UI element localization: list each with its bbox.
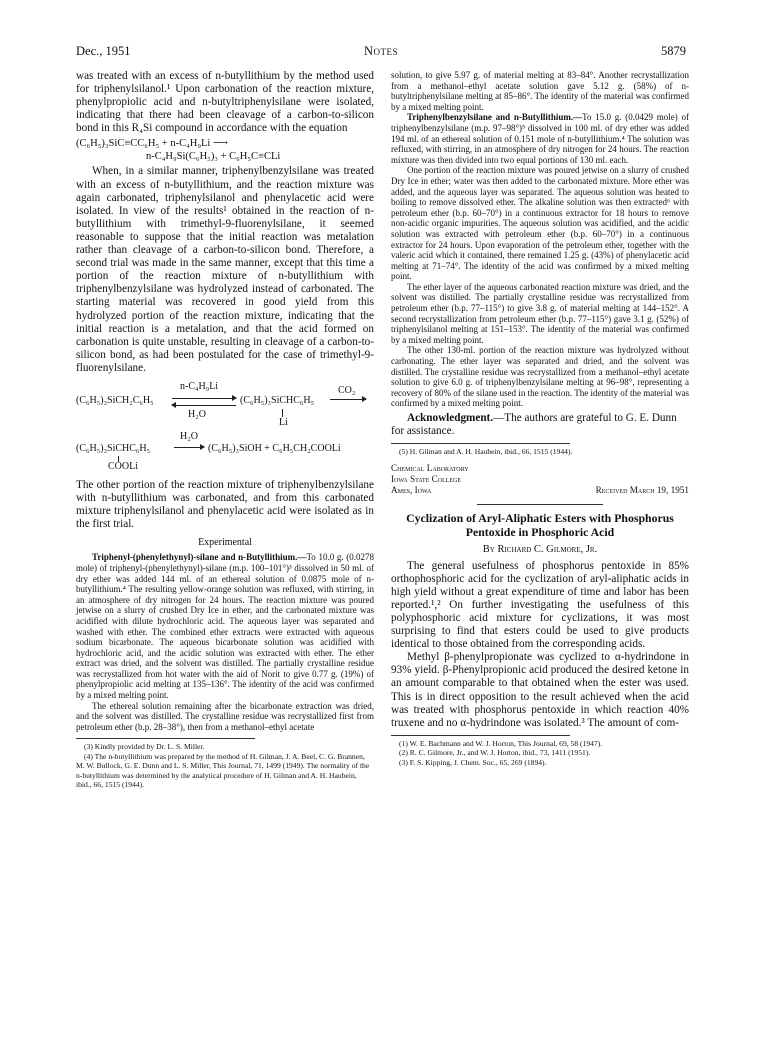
footnotes-article (391, 739, 689, 767)
scheme-start-material: (C₆H₅)₃SiCH₂C₆H₅ (76, 394, 154, 406)
right-subhead-2: Triphenylbenzylsilane and n-Butyllithium.— (407, 112, 583, 123)
scheme-reagent-water-2: H₂O (180, 430, 198, 442)
scheme-arrow-hydrolysis (174, 447, 204, 448)
received-date: Received March 19, 1951 (595, 484, 689, 495)
experimental-paragraph-2: The ethereal solution remaining after the bicarbonate extraction was dried, and the solvent was distilled. The crystalline residue was recrystallized first from petroleum ether (b.p. 28–38°), then from a methanol–ethyl acetate (76, 700, 374, 732)
right-paragraph-4: The ether layer of the aqueous carbonated reaction mixture was dried, and the solvent was distilled. The partially crystalline residue was recrystallized from petroleum ether (b.p. 77–115°) to give 3.8 g. of material melting at 144–152°. A second recrystallization from petroleum ether (b.p. 77–115°) gave 3.1 g. (52%) of triphenylsilanol melting at 151–153°. The identity of the material was confirmed by a mixed melting point. (391, 281, 689, 345)
scheme-products: (C₆H₅)₃SiOH + C₆H₅CH₂COOLi (208, 442, 341, 454)
scheme-li-label: Li (279, 416, 288, 428)
address-line-1: Chemical Laboratory (391, 462, 469, 473)
footnote-divider (76, 738, 255, 739)
paragraph-second-trial: The other portion of the reaction mixture of triphenylbenzylsilane with n-butyllithium was carbonated, and from this carbonated mixture triphenylsilanol and phenylacetic acid were isolated as in the first trial. (76, 478, 374, 531)
running-header (76, 44, 686, 60)
right-paragraph-2 (391, 112, 689, 165)
footnote-divider-article (391, 735, 570, 736)
address-city: Ames, Iowa (391, 484, 432, 495)
right-paragraph-1: solution, to give 5.97 g. of material melting at 83–84°. Another recrystallization from a methanol–ethyl acetate solution gave 5.12 g. (58%) of n-butyltriphenylsilane melting at 85–86°. The identity of the material was confirmed by a mixed melting point. (391, 70, 689, 112)
left-column (76, 70, 374, 789)
scheme-arrow-back (172, 405, 236, 406)
footnote-4: (4) The n-butyllithium was prepared by the method of H. Gilman, J. A. Beel, C. G. Brannen, M. W. Bullock, G. E. Dunn and L. S. Miller, This Journal, 71, 1499 (1949). The normality of the n-butyllithium was determined by the analytical procedure of H. Gilman and A. H. Haubein, ibid., 66, 1515 (1944). (76, 751, 370, 790)
right-column (391, 70, 689, 767)
article-title: Cyclization of Aryl-Aliphatic Esters with Phosphorus Pentoxide in Phosphoric Acid (406, 510, 674, 539)
header-page-number: 5879 (661, 44, 686, 58)
article-paragraph-1: The general usefulness of phosphorus pentoxide in 85% orthophosphoric acid for the cyclization of aryl-aliphatic acids in high yield without a great expenditure of time and labor has been reported.¹,² On further investigating the usefulness of this polyphosphoric acid mixture for cyclizations, it was most surprising to find that esters could be used to give products identical to those obtained from the corresponding acids. (391, 559, 689, 651)
article-footnote-3: (3) F. S. Kipping, J. Chem. Soc., 65, 269 (1894). (399, 757, 547, 767)
scheme-cooli-label: COOLi (108, 460, 138, 472)
scheme-lithio-intermediate: (C₆H₅)₃SiCHC₆H₅ (240, 394, 315, 406)
acknowledgment-heading: Acknowledgment. (407, 412, 494, 424)
experimental-heading: Experimental (198, 537, 252, 549)
address-line-2: Iowa State College (391, 473, 462, 484)
address-line-3 (391, 485, 689, 496)
paragraph-metalation: When, in a similar manner, triphenylbenzylsilane was treated with an excess of n-butyllithium, and the reaction mixture was again carbonated, triphenylsilanol and phenylacetic acid were isolated. In view of the results¹ obtained in the reaction of n-butyllithium with trimethyl-9-fluorenylsilane, it seemed reasonable to suppose that the initial reaction was metalation rather than cleavage of a carbon-to-silicon bond. Therefore, a second trial was made in the same manner, except that this time a portion of the reaction mixture of n-butyllithium with triphenylbenzylsilane was hydrolyzed instead of carbonated. The starting material was recovered in good yield from this hydrolyzed portion of the reaction mixture, indicating that the initial reaction is a metalation, and that the acid formed on carbonation is quite unstable, resulting in cleavage of a carbon-to-silicon bond, as had been postulated for the case of trimethyl-9-fluorenylsilane. (76, 165, 374, 374)
acknowledgment (391, 412, 689, 438)
article-byline: By Richard C. Gilmore, Jr. (482, 543, 598, 555)
author-address (391, 463, 689, 496)
right-text-2: To 15.0 g. (0.0429 mole) of triphenylbenzylsilane (m.p. 97–98°)⁵ dissolved in 100 ml. of dry ether was added 194 ml. of an ethereal solution of 0.151 mole of n-butyllithium.⁴ The solution was refluxed, with stirring, in an atmosphere of dry nitrogen for 24 hours. The reaction mixture was then divided into two equal portions of 130 ml. each. (391, 112, 690, 165)
article-divider (477, 504, 602, 505)
footnotes-left (76, 742, 374, 789)
footnotes-right-1 (391, 447, 689, 456)
footnote-5: (5) H. Gilman and A. H. Haubein, ibid., 66, 1515 (1944). (399, 447, 573, 457)
article-footnote-1: (1) W. E. Bachmann and W. J. Horton, This Journal, 69, 58 (1947). (399, 738, 603, 748)
scheme-reagent-co2: CO₂ (338, 384, 356, 396)
article-paragraph-2: Methyl β-phenylpropionate was cyclized to α-hydrindone in 93% yield. β-Phenylpropionic acid produced the desired ketone in an amount comparable to that obtained when the ester was used. This is in direct opposition to the result achieved when the acid was treated with phosphorus pentoxide in which reaction 40% truxene and no α-hydrindone was isolated.³ The amount of com- (391, 651, 689, 729)
experimental-text-1: To 10.0 g. (0.0278 mole) of triphenyl-(phenylethynyl)-silane (m.p. 100–101°)³ dissolved in 50 ml. of dry ether was added 144 ml. of an ethereal solution of 0.0875 mole of n-butyllithium.⁴ The resulting yellow-orange solution was refluxed, with stirring, in an atmosphere of dry nitrogen for 24 hours. The reaction mixture was poured jetwise on a slurry of crushed Dry Ice in ether, and the carbonated mixture was acidified with dilute hydrochloric acid. The aqueous layer was separated and washed with ether. The combined ether extracts were extracted with aqueous sodium bicarbonate. The aqueous bicarbonate solution was acidified with hydrochloric acid, and the acidic solution was extracted with ether. The ether extract was dried, and the solvent was distilled. The partially crystalline residue was recrystallized from hot water with the aid of Norit to give 0.77 g. (19%) of phenylpropiolic acid melting at 135–136°. The identity of the acid was confirmed by a mixed melting point. (76, 552, 375, 701)
equation-line-2: n-C₄H₉Si(C₆H₅)₃ + C₆H₅C≡CLi (146, 151, 281, 163)
reaction-scheme (76, 381, 374, 473)
scheme-arrow-carbonation (330, 399, 366, 400)
header-section: Notes (363, 44, 399, 58)
footnote-3: (3) Kindly provided by Dr. L. S. Miller. (84, 742, 205, 752)
equation-cleavage (76, 137, 374, 163)
scheme-reagent-butyllithium: n-C₄H₉Li (180, 380, 219, 392)
article-footnote-2: (2) R. C. Gilmore, Jr., and W. J. Horton, ibid., 73, 1411 (1951). (399, 748, 591, 758)
scheme-bond-li (282, 409, 283, 417)
scheme-arrow-forward (172, 398, 236, 399)
footnote-divider-right (391, 443, 570, 444)
experimental-paragraph-1 (76, 552, 374, 700)
right-paragraph-5: The other 130-ml. portion of the reaction mixture was hydrolyzed without carbonating. The ether layer was separated and dried, and the solvent was distilled. The crystalline residue was recrystallized from a methanol–ethyl acetate solution to give 6.0 g. of triphenylbenzylsilane melting at 96–98°, representing a recovery of 80% of the silane used in the reaction. The identity of the material was confirmed by a mixed melting point. (391, 345, 689, 409)
experimental-subhead-1: Triphenyl-(phenylethynyl)-silane and n-Butyllithium.— (92, 552, 307, 563)
right-paragraph-3: One portion of the reaction mixture was poured jetwise on a slurry of crushed Dry Ice in ether; water was then added to the carbonated mixture. More ether was added, and the aqueous layer was separated. The aqueous solution was heated to boiling to remove dissolved ether. The alkaline solution was then extracted⁶ with petroleum ether (b.p. 60–70°) in a continuous extractor for 18 hours to remove non-acidic organic impurities. The aqueous solution was acidified, and the acidic solution was extracted with petroleum ether (b.p. 60–70°) in a continuous extractor for 24 hours. Upon evaporation of the petroleum ether, together with the valeric acid which it contained, there remained 1.25 g. (43%) of phenylacetic acid melting at 71–74°. The identity of the acid was confirmed by a mixed melting point. (391, 165, 689, 282)
scheme-reagent-water: H₂O (188, 408, 206, 420)
paragraph-intro: was treated with an excess of n-butyllithium by the method used for triphenylsilanol.¹ Upon carbonation of the reaction mixture, phenylpropiolic acid and n-butyltriphenylsilane were isolated, indicating that there had been cleavage of a carbon-to-silicon bond in this R₄Si compound in accordance with the equation (76, 70, 374, 135)
header-date: Dec., 1951 (76, 44, 131, 58)
scheme-carboxylate: (C₆H₅)₃SiCHC₆H₅ (76, 442, 151, 454)
acknowledgment-text: —The authors are grateful to G. E. Dunn for assistance. (391, 412, 677, 438)
equation-line-1: (C₆H₅)₃SiC≡CC₆H₅ + n-C₄H₉Li ⟶ (76, 138, 228, 150)
